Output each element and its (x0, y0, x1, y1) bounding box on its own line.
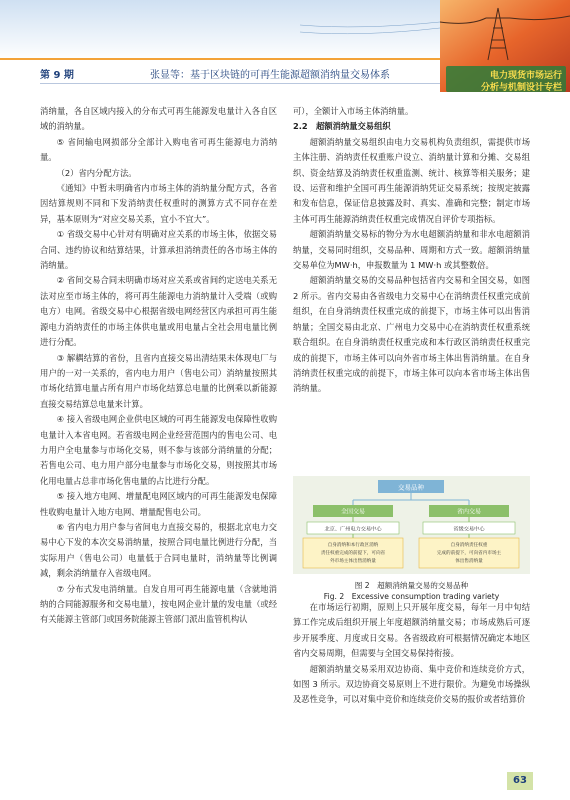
issue-number: 第 9 期 (40, 70, 74, 81)
provincial-trade-label: 省内交易 (456, 508, 482, 516)
paragraph: 超额消纳量交易采用双边协商、集中竞价和连续竞价方式，如图 3 所示。双边协商交易原则上不进行限价。为避免市场操纵及恶性竞争，可以对集中竞价和连续竞价交易的报价或者结算价 (293, 663, 530, 705)
paragraph: ⑤ 接入地方电网、增量配电网区域内的可再生能源发电保障性收购电量计入地方电网、增量配售电公司。 (40, 491, 277, 517)
top-node-label: 交易品种 (398, 483, 424, 492)
header-divider (40, 83, 440, 84)
right-column-bottom (293, 600, 530, 708)
paragraph: ⑦ 分布式发电消纳量。自发自用可再生能源电量（含就地消纳的合同能源服务和交易电量），按电网企业计量的发电量（或经有关能源主管部门或国务院能源主管部门派出监管机构认 (40, 583, 277, 625)
figure-caption-cn: 图 2 超额消纳量交易的交易品种 (354, 581, 469, 590)
provincial-org-label: 省级交易中心 (453, 526, 485, 533)
column-title-line-2: 分析与机制设计专栏 (480, 83, 562, 93)
provincial-note-line-1: 自身消纳责任权重 (450, 543, 488, 548)
right-column (293, 104, 530, 397)
paragraph: 可），全额计入市场主体消纳量。 (293, 106, 414, 116)
column-title-line-1: 电力现货市场运行 (489, 71, 562, 81)
national-note-line-3: 外市场主体出售消纳量 (330, 559, 376, 564)
paragraph: 超额消纳量交易的交易品种包括省内交易和全国交易，如图 2 所示。省内交易由各省级电力交易中心在消纳责任权重完成前组织，在自身消纳责任权重完成的前提下，市场主体可以出售消纳量；全国交易由北京、广州电力交易中心在消纳责任权重系统联合组织。在自身消纳责任权重完成和本行政区消纳责任权重完成的前提下，市场主体可以向外省市场主体出售消纳量。在自身消纳责任权重完成的前提下，市场主体可以向本省市场主体出售消纳量。 (293, 275, 530, 394)
national-note-line-2: 责任权重完成的前提下，可向省 (320, 551, 386, 556)
paragraph: ⑥ 省内电力用户参与省间电力直接交易的，根据北京电力交易中心下发的本次交易消纳量，按照合同电量比例进行分配，当实际用户（售电公司）电量低于合同电量时，消纳量等比例调减，剩余消纳量存入省级电网。 (40, 521, 277, 579)
national-trade-label: 全国交易 (340, 508, 366, 516)
paragraph: ④ 接入省级电网企业供电区域的可再生能源发电保障性收购电量计入本省电网。若省级电网企业经营范围内的售电公司、电力用户全电量参与市场化交易，则不参与该部分消纳量的分配；若售电公司、电力用户部分电量参与市场化交易，则按照其市场化用电量占总非市场化售电量的占比进行分配。 (40, 414, 277, 486)
figure-caption (293, 580, 530, 602)
column-title (446, 70, 562, 94)
paragraph: ⑤ 省间输电网损部分全部计入购电省可再生能源电力消纳量。 (40, 136, 277, 163)
paragraph: 《通知》中暂未明确省内市场主体的消纳量分配方式，各省因结算规则不同和下发消纳责任权重时的测算方式不同存在差异，基本原则为“对应交易关系，宜小不宜大”。 (40, 183, 277, 224)
paragraph: 超额消纳量交易标的物分为水电超额消纳量和非水电超额消纳量，交易同时组织，交易品种、周期和方式一致。超额消纳量交易单位为MW·h，申报数量为 1 MW·h 或其整数倍。 (293, 229, 530, 271)
running-title: 张显等：基于区块链的可再生能源超额消纳量交易体系 (150, 70, 390, 81)
provincial-note-line-2: 完成的前提下，可向省内市场主 (436, 551, 502, 556)
paragraph: ① 省级交易中心针对有明确对应关系的市场主体，依据交易合同、违约协议和结算结果，计算承担消纳责任的各市场主体的消纳量。 (40, 229, 277, 271)
left-column (40, 104, 277, 628)
paragraph: ③ 解耦结算的省份，且省内直接交易出清结果未体现电厂与用户的一对一关系的，省内电力用户（售电公司）消纳量按照其市场化结算电量占所有用户市场化结算总电量的比例乘以新能源直接交易结算总电量来计算。 (40, 352, 277, 409)
paragraph: 消纳量，各自区域内接入的分布式可再生能源发电量计入各自区域的消纳量。 (40, 106, 277, 132)
provincial-note-line-3: 体出售消纳量 (455, 559, 483, 564)
section-heading: 2.2 超额消纳量交易组织 (293, 121, 391, 132)
paragraph: （2）省内分配方法。 (56, 167, 137, 178)
figure-2-trading-variety (293, 476, 530, 574)
paragraph: 超额消纳量交易组织由电力交易机构负责组织，需提供市场主体注册、消纳责任权重账户设立、消纳量计算和分摊、交易组织、资金结算及消纳责任权重监测、统计、核算等相关服务；建设、运营和维护全国可再生能源消纳凭证交易系统；按规定披露和发布信息，保证信息披露及时、真实、准确和完整；制定市场主体可再生能源消纳责任权重完成情况自评价专项指标。 (293, 136, 530, 224)
page-number: 63 (507, 772, 533, 790)
figure-caption-en: Fig. 2 Excessive consumption trading variety (323, 592, 500, 601)
paragraph: ② 省间交易合同未明确市场对应关系或省间约定送电关系无法对应至市场主体的，将可再生能源电力消纳量计入受端（或购电方）电网。省级交易中心根据省级电网经营区内承担可再生能源电力消纳责任的市场主体供电量或用电量占全社会用电量比例进行分配。 (40, 275, 277, 348)
figure-diagram (293, 476, 530, 574)
national-note-line-1: 自身消纳和本行政区消纳 (327, 543, 379, 548)
paragraph: 在市场运行初期，原则上只开展年度交易，每年一月中旬结算工作完成后组织开展上年度超额消纳量交易；市场成熟后可逐步开展季度、月度或日交易。各省级政府可根据情况确定本地区省内交易周期，但需要与全国交易保持衔接。 (293, 602, 530, 659)
national-org-label: 北京、广州电力交易中心 (324, 526, 382, 533)
